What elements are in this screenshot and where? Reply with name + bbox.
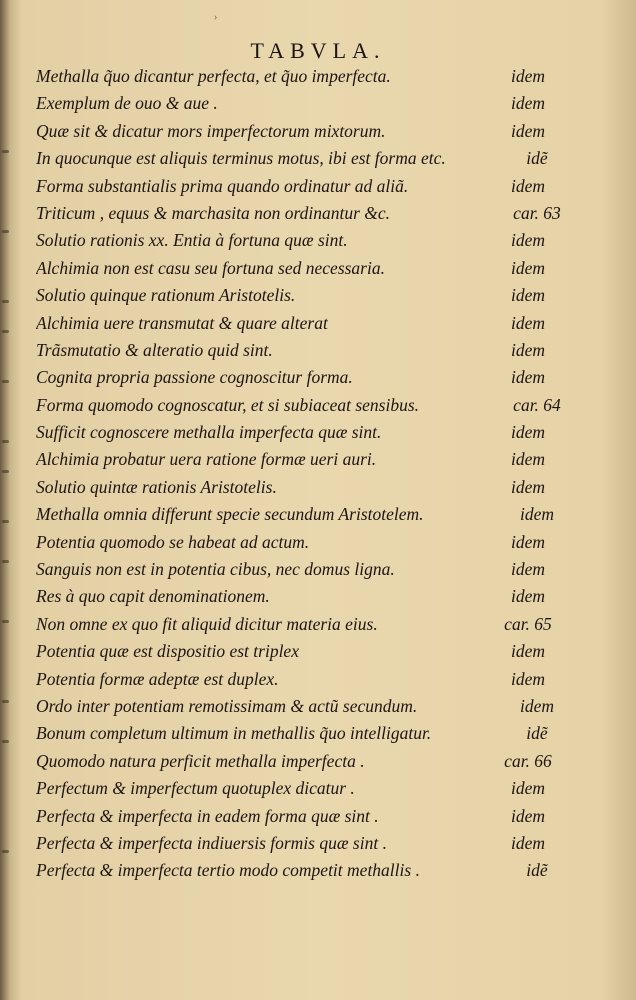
index-entry: [36, 611, 620, 638]
entry-reference: idem: [510, 531, 546, 552]
entry-reference: idem: [519, 504, 555, 525]
entry-text: Ordo inter potentiam remotissimam & actũ secundum.: [36, 695, 418, 716]
index-entry: [36, 693, 620, 720]
entry-reference: idem: [510, 778, 546, 799]
entry-text: Sanguis non est in potentia cibus, nec domus ligna.: [36, 559, 395, 580]
index-entry: [36, 501, 620, 528]
entry-text: Trãsmutatio & alteratio quid sint.: [36, 339, 273, 360]
index-entry: [36, 118, 620, 145]
index-entry: [36, 364, 620, 391]
entry-reference: idẽ: [526, 860, 548, 881]
entry-reference: idem: [510, 832, 546, 853]
index-entry: [36, 200, 620, 227]
entry-text: Methalla q̃uo dicantur perfecta, et q̃uo imperfecta.: [36, 66, 391, 86]
entry-text: Forma substantialis prima quando ordinatur ad aliã.: [36, 175, 409, 196]
index-entry: [36, 90, 620, 117]
index-entry: [36, 145, 620, 172]
entry-reference: idẽ: [526, 148, 548, 169]
entry-text: Sufficit cognoscere methalla imperfecta quæ sint.: [36, 422, 382, 443]
entry-reference: car. 64: [513, 394, 561, 415]
running-head: TABVLA.: [250, 38, 386, 63]
entry-text: Forma quomodo cognoscatur, et si subiaceat sensibus.: [36, 394, 420, 415]
index-entry: [36, 310, 620, 337]
entry-reference: idem: [510, 230, 546, 251]
index-entry: [36, 337, 620, 364]
binding-edge: [0, 0, 18, 1000]
entry-reference: idem: [510, 641, 546, 662]
entry-text: Perfecta & imperfecta tertio modo competit methallis .: [36, 860, 420, 881]
entry-text: Methalla omnia differunt specie secundum Aristotelem.: [36, 504, 424, 525]
entry-reference: idem: [510, 367, 546, 388]
index-entry: [36, 446, 620, 473]
index-entry: [36, 857, 620, 884]
index-entry: [36, 583, 620, 610]
entry-text: Alchimia uere transmutat & quare alterat: [36, 312, 328, 333]
index-entry: [36, 666, 620, 693]
entry-reference: idem: [510, 175, 546, 196]
entry-text: Triticum , equus & marchasita non ordinantur &c.: [36, 202, 391, 223]
entry-text: Alchimia probatur uera ratione formæ ueri auri.: [36, 449, 377, 470]
index-entry: [36, 63, 620, 90]
entry-text: Non omne ex quo fit aliquid dicitur materia eius.: [36, 613, 378, 634]
index-entry: [36, 227, 620, 254]
entry-text: Perfecta & imperfecta indiuersis formis quæ sint .: [36, 832, 387, 853]
entry-text: Alchimia non est casu seu fortuna sed necessaria.: [36, 257, 385, 278]
entry-reference: idem: [510, 668, 546, 689]
entry-reference: idem: [510, 66, 546, 86]
entry-reference: idem: [510, 476, 546, 497]
entry-text: Quomodo natura perficit methalla imperfecta .: [36, 750, 365, 771]
entry-reference: car. 65: [504, 613, 552, 634]
index-entry: [36, 830, 620, 857]
entry-text: Quæ sit & dicatur mors imperfectorum mixtorum.: [36, 120, 386, 141]
index-entry: [36, 419, 620, 446]
entry-reference: idẽ: [526, 723, 548, 744]
index-entry: [36, 529, 620, 556]
index-list: [36, 63, 620, 885]
entry-reference: idem: [510, 559, 546, 580]
entry-reference: idem: [510, 93, 546, 114]
entry-text: Solutio quintæ rationis Aristotelis.: [36, 476, 277, 497]
entry-text: In quocunque est aliquis terminus motus, ibi est forma etc.: [36, 148, 446, 169]
entry-reference: idem: [519, 695, 555, 716]
entry-reference: idem: [510, 257, 546, 278]
entry-reference: idem: [510, 586, 546, 607]
index-entry: [36, 474, 620, 501]
entry-text: Potentia quæ est dispositio est triplex: [36, 641, 299, 662]
index-entry: [36, 255, 620, 282]
entry-text: Potentia quomodo se habeat ad actum.: [36, 531, 310, 552]
index-entry: [36, 392, 620, 419]
entry-text: Potentia formæ adeptæ est duplex.: [36, 668, 279, 689]
entry-reference: idem: [510, 449, 546, 470]
entry-text: Cognita propria passione cognoscitur forma.: [36, 367, 353, 388]
entry-text: Bonum completum ultimum in methallis q̃uo intelligatur.: [36, 723, 432, 744]
entry-reference: idem: [510, 120, 546, 141]
entry-text: Solutio quinque rationum Aristotelis.: [36, 285, 296, 306]
entry-reference: idem: [510, 285, 546, 306]
index-entry: [36, 638, 620, 665]
index-entry: [36, 556, 620, 583]
entry-text: Exemplum de ouo & aue .: [36, 93, 218, 114]
entry-reference: idem: [510, 805, 546, 826]
entry-reference: idem: [510, 339, 546, 360]
index-entry: [36, 173, 620, 200]
index-entry: [36, 720, 620, 747]
index-entry: [36, 748, 620, 775]
index-entry: [36, 775, 620, 802]
entry-reference: car. 66: [504, 750, 552, 771]
top-mark: ›: [214, 12, 218, 23]
entry-text: Perfectum & imperfectum quotuplex dicatur .: [36, 778, 355, 799]
index-entry: [36, 803, 620, 830]
entry-reference: idem: [510, 312, 546, 333]
entry-reference: car. 63: [513, 202, 561, 223]
entry-text: Res à quo capit denominationem.: [36, 586, 270, 607]
entry-text: Perfecta & imperfecta in eadem forma quæ sint .: [36, 805, 379, 826]
entry-reference: idem: [510, 422, 546, 443]
entry-text: Solutio rationis xx. Entia à fortuna quæ sint.: [36, 230, 348, 251]
index-entry: [36, 282, 620, 309]
